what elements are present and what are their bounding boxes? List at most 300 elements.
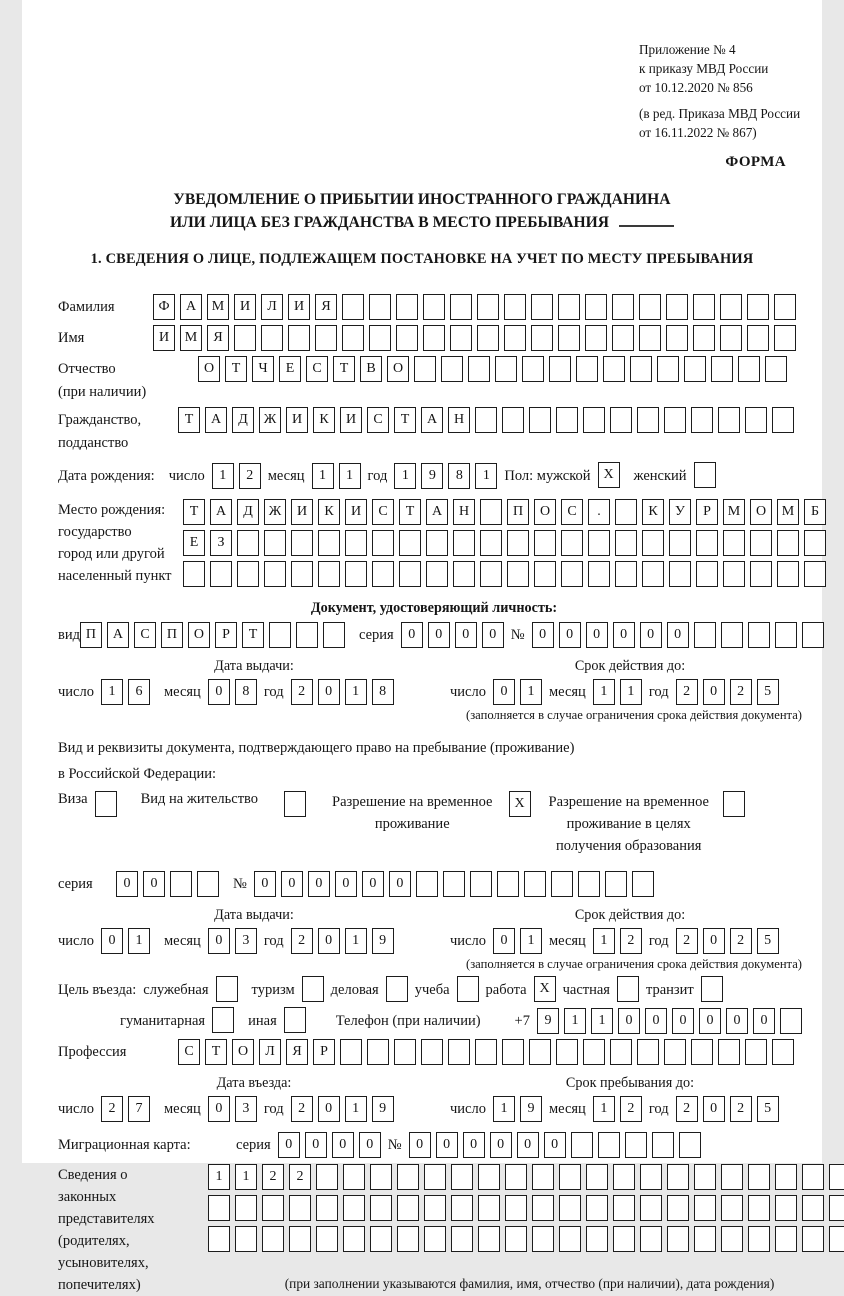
- char-cell[interactable]: [453, 530, 475, 556]
- char-cell[interactable]: [745, 1039, 767, 1065]
- char-cell[interactable]: [804, 530, 826, 556]
- char-cell[interactable]: 9: [372, 1096, 394, 1122]
- char-cell[interactable]: [639, 325, 661, 351]
- char-cell[interactable]: М: [723, 499, 745, 525]
- char-cell[interactable]: С: [306, 356, 328, 382]
- char-cell[interactable]: [369, 294, 391, 320]
- char-cell[interactable]: [234, 325, 256, 351]
- char-cell[interactable]: [505, 1164, 527, 1190]
- inaya-checkbox[interactable]: [284, 1007, 306, 1033]
- char-cell[interactable]: [694, 1164, 716, 1190]
- char-cell[interactable]: С: [561, 499, 583, 525]
- char-cell[interactable]: [480, 530, 502, 556]
- char-cell[interactable]: 0: [436, 1132, 458, 1158]
- char-cell[interactable]: [556, 1039, 578, 1065]
- char-cell[interactable]: [640, 1195, 662, 1221]
- char-cell[interactable]: [448, 1039, 470, 1065]
- char-cell[interactable]: И: [345, 499, 367, 525]
- char-cell[interactable]: [723, 530, 745, 556]
- char-cell[interactable]: 2: [291, 928, 313, 954]
- char-cell[interactable]: Р: [313, 1039, 335, 1065]
- char-cell[interactable]: 8: [448, 463, 470, 489]
- char-cell[interactable]: 5: [757, 679, 779, 705]
- char-cell[interactable]: О: [534, 499, 556, 525]
- char-cell[interactable]: [625, 1132, 647, 1158]
- char-cell[interactable]: [738, 356, 760, 382]
- char-cell[interactable]: Р: [215, 622, 237, 648]
- char-cell[interactable]: [775, 1195, 797, 1221]
- char-cell[interactable]: 1: [394, 463, 416, 489]
- char-cell[interactable]: Ф: [153, 294, 175, 320]
- char-cell[interactable]: Т: [242, 622, 264, 648]
- char-cell[interactable]: Т: [399, 499, 421, 525]
- char-cell[interactable]: [478, 1195, 500, 1221]
- char-cell[interactable]: О: [198, 356, 220, 382]
- char-cell[interactable]: [522, 356, 544, 382]
- char-cell[interactable]: [370, 1226, 392, 1252]
- char-cell[interactable]: [507, 561, 529, 587]
- char-cell[interactable]: 0: [308, 871, 330, 897]
- char-cell[interactable]: [288, 325, 310, 351]
- char-cell[interactable]: 3: [235, 1096, 257, 1122]
- char-cell[interactable]: [588, 530, 610, 556]
- char-cell[interactable]: [532, 1226, 554, 1252]
- char-cell[interactable]: Л: [261, 294, 283, 320]
- char-cell[interactable]: 0: [305, 1132, 327, 1158]
- char-cell[interactable]: 0: [613, 622, 635, 648]
- char-cell[interactable]: П: [507, 499, 529, 525]
- char-cell[interactable]: 1: [235, 1164, 257, 1190]
- char-cell[interactable]: 1: [593, 679, 615, 705]
- char-cell[interactable]: 0: [401, 622, 423, 648]
- char-cell[interactable]: 2: [676, 928, 698, 954]
- char-cell[interactable]: 0: [409, 1132, 431, 1158]
- char-cell[interactable]: [532, 1164, 554, 1190]
- char-cell[interactable]: 2: [101, 1096, 123, 1122]
- char-cell[interactable]: [583, 1039, 605, 1065]
- char-cell[interactable]: И: [288, 294, 310, 320]
- char-cell[interactable]: [549, 356, 571, 382]
- char-cell[interactable]: [369, 325, 391, 351]
- char-cell[interactable]: 1: [475, 463, 497, 489]
- char-cell[interactable]: [694, 1226, 716, 1252]
- char-cell[interactable]: С: [178, 1039, 200, 1065]
- char-cell[interactable]: [750, 561, 772, 587]
- char-cell[interactable]: [237, 530, 259, 556]
- char-cell[interactable]: [534, 530, 556, 556]
- char-cell[interactable]: О: [232, 1039, 254, 1065]
- char-cell[interactable]: [667, 1226, 689, 1252]
- char-cell[interactable]: [561, 561, 583, 587]
- char-cell[interactable]: 0: [143, 871, 165, 897]
- char-cell[interactable]: [551, 871, 573, 897]
- char-cell[interactable]: [723, 561, 745, 587]
- char-cell[interactable]: [343, 1164, 365, 1190]
- char-cell[interactable]: К: [642, 499, 664, 525]
- char-cell[interactable]: [571, 1132, 593, 1158]
- char-cell[interactable]: [451, 1195, 473, 1221]
- char-cell[interactable]: Р: [696, 499, 718, 525]
- char-cell[interactable]: [289, 1226, 311, 1252]
- char-cell[interactable]: [208, 1195, 230, 1221]
- char-cell[interactable]: [531, 325, 553, 351]
- char-cell[interactable]: [529, 407, 551, 433]
- char-cell[interactable]: А: [426, 499, 448, 525]
- char-cell[interactable]: [497, 871, 519, 897]
- char-cell[interactable]: [264, 530, 286, 556]
- char-cell[interactable]: [237, 561, 259, 587]
- char-cell[interactable]: 6: [128, 679, 150, 705]
- char-cell[interactable]: Я: [315, 294, 337, 320]
- char-cell[interactable]: [802, 1226, 824, 1252]
- visa-checkbox[interactable]: [95, 791, 117, 817]
- char-cell[interactable]: 1: [620, 679, 642, 705]
- char-cell[interactable]: [610, 1039, 632, 1065]
- char-cell[interactable]: [208, 1226, 230, 1252]
- char-cell[interactable]: [318, 530, 340, 556]
- char-cell[interactable]: И: [291, 499, 313, 525]
- char-cell[interactable]: Б: [804, 499, 826, 525]
- male-checkbox[interactable]: X: [598, 462, 620, 488]
- char-cell[interactable]: [323, 622, 345, 648]
- char-cell[interactable]: [502, 407, 524, 433]
- char-cell[interactable]: [637, 407, 659, 433]
- char-cell[interactable]: 1: [593, 1096, 615, 1122]
- char-cell[interactable]: [696, 530, 718, 556]
- char-cell[interactable]: Т: [205, 1039, 227, 1065]
- char-cell[interactable]: [804, 561, 826, 587]
- char-cell[interactable]: [478, 1226, 500, 1252]
- char-cell[interactable]: [603, 356, 625, 382]
- char-cell[interactable]: 9: [372, 928, 394, 954]
- char-cell[interactable]: М: [207, 294, 229, 320]
- char-cell[interactable]: [423, 294, 445, 320]
- char-cell[interactable]: И: [153, 325, 175, 351]
- char-cell[interactable]: [721, 1226, 743, 1252]
- char-cell[interactable]: [775, 1164, 797, 1190]
- char-cell[interactable]: [613, 1164, 635, 1190]
- char-cell[interactable]: [613, 1226, 635, 1252]
- char-cell[interactable]: [610, 407, 632, 433]
- char-cell[interactable]: К: [318, 499, 340, 525]
- char-cell[interactable]: [507, 530, 529, 556]
- char-cell[interactable]: 0: [389, 871, 411, 897]
- char-cell[interactable]: 0: [753, 1008, 775, 1034]
- char-cell[interactable]: [396, 294, 418, 320]
- char-cell[interactable]: Л: [259, 1039, 281, 1065]
- char-cell[interactable]: [718, 407, 740, 433]
- char-cell[interactable]: [345, 530, 367, 556]
- char-cell[interactable]: [316, 1195, 338, 1221]
- char-cell[interactable]: [396, 325, 418, 351]
- char-cell[interactable]: [694, 622, 716, 648]
- char-cell[interactable]: [691, 407, 713, 433]
- char-cell[interactable]: 0: [254, 871, 276, 897]
- char-cell[interactable]: 1: [212, 463, 234, 489]
- char-cell[interactable]: [711, 356, 733, 382]
- char-cell[interactable]: [696, 561, 718, 587]
- char-cell[interactable]: 0: [208, 928, 230, 954]
- char-cell[interactable]: [372, 530, 394, 556]
- female-checkbox[interactable]: [694, 462, 716, 488]
- char-cell[interactable]: [774, 325, 796, 351]
- char-cell[interactable]: [342, 294, 364, 320]
- char-cell[interactable]: [615, 499, 637, 525]
- char-cell[interactable]: [399, 530, 421, 556]
- char-cell[interactable]: [748, 622, 770, 648]
- char-cell[interactable]: 1: [128, 928, 150, 954]
- char-cell[interactable]: [559, 1195, 581, 1221]
- char-cell[interactable]: [632, 871, 654, 897]
- char-cell[interactable]: [774, 294, 796, 320]
- char-cell[interactable]: [693, 294, 715, 320]
- char-cell[interactable]: [480, 499, 502, 525]
- char-cell[interactable]: [750, 530, 772, 556]
- char-cell[interactable]: [443, 871, 465, 897]
- char-cell[interactable]: 9: [537, 1008, 559, 1034]
- char-cell[interactable]: [586, 1226, 608, 1252]
- char-cell[interactable]: [748, 1195, 770, 1221]
- char-cell[interactable]: [721, 622, 743, 648]
- char-cell[interactable]: [426, 561, 448, 587]
- char-cell[interactable]: 5: [757, 1096, 779, 1122]
- char-cell[interactable]: [470, 871, 492, 897]
- char-cell[interactable]: [367, 1039, 389, 1065]
- char-cell[interactable]: [829, 1195, 844, 1221]
- char-cell[interactable]: [450, 294, 472, 320]
- char-cell[interactable]: [315, 325, 337, 351]
- char-cell[interactable]: 0: [517, 1132, 539, 1158]
- char-cell[interactable]: 3: [235, 928, 257, 954]
- char-cell[interactable]: [235, 1195, 257, 1221]
- char-cell[interactable]: [170, 871, 192, 897]
- char-cell[interactable]: 2: [289, 1164, 311, 1190]
- char-cell[interactable]: С: [367, 407, 389, 433]
- char-cell[interactable]: [652, 1132, 674, 1158]
- char-cell[interactable]: 2: [620, 1096, 642, 1122]
- char-cell[interactable]: [502, 1039, 524, 1065]
- char-cell[interactable]: Д: [232, 407, 254, 433]
- blank-underline[interactable]: [619, 225, 674, 227]
- char-cell[interactable]: 0: [208, 679, 230, 705]
- char-cell[interactable]: [424, 1195, 446, 1221]
- char-cell[interactable]: 2: [676, 679, 698, 705]
- char-cell[interactable]: [664, 407, 686, 433]
- char-cell[interactable]: 2: [730, 679, 752, 705]
- char-cell[interactable]: [630, 356, 652, 382]
- char-cell[interactable]: [612, 294, 634, 320]
- char-cell[interactable]: [745, 407, 767, 433]
- char-cell[interactable]: [747, 294, 769, 320]
- char-cell[interactable]: И: [234, 294, 256, 320]
- char-cell[interactable]: С: [134, 622, 156, 648]
- char-cell[interactable]: 0: [463, 1132, 485, 1158]
- char-cell[interactable]: [397, 1195, 419, 1221]
- char-cell[interactable]: О: [387, 356, 409, 382]
- char-cell[interactable]: [642, 530, 664, 556]
- char-cell[interactable]: 0: [455, 622, 477, 648]
- char-cell[interactable]: [397, 1226, 419, 1252]
- char-cell[interactable]: [664, 1039, 686, 1065]
- char-cell[interactable]: [264, 561, 286, 587]
- temp-residence-checkbox[interactable]: X: [509, 791, 531, 817]
- char-cell[interactable]: П: [80, 622, 102, 648]
- char-cell[interactable]: [721, 1195, 743, 1221]
- char-cell[interactable]: [657, 356, 679, 382]
- char-cell[interactable]: [829, 1226, 844, 1252]
- char-cell[interactable]: [343, 1226, 365, 1252]
- char-cell[interactable]: Н: [448, 407, 470, 433]
- char-cell[interactable]: [453, 561, 475, 587]
- char-cell[interactable]: [477, 325, 499, 351]
- char-cell[interactable]: 0: [482, 622, 504, 648]
- char-cell[interactable]: И: [340, 407, 362, 433]
- char-cell[interactable]: 0: [208, 1096, 230, 1122]
- char-cell[interactable]: [423, 325, 445, 351]
- char-cell[interactable]: 0: [640, 622, 662, 648]
- char-cell[interactable]: [424, 1226, 446, 1252]
- char-cell[interactable]: [451, 1226, 473, 1252]
- char-cell[interactable]: У: [669, 499, 691, 525]
- char-cell[interactable]: 1: [564, 1008, 586, 1034]
- char-cell[interactable]: [588, 561, 610, 587]
- char-cell[interactable]: [505, 1226, 527, 1252]
- char-cell[interactable]: Т: [178, 407, 200, 433]
- char-cell[interactable]: 1: [345, 679, 367, 705]
- char-cell[interactable]: [615, 530, 637, 556]
- char-cell[interactable]: [534, 561, 556, 587]
- char-cell[interactable]: 0: [318, 679, 340, 705]
- char-cell[interactable]: [342, 325, 364, 351]
- char-cell[interactable]: [397, 1164, 419, 1190]
- char-cell[interactable]: 0: [703, 679, 725, 705]
- char-cell[interactable]: В: [360, 356, 382, 382]
- char-cell[interactable]: 0: [278, 1132, 300, 1158]
- char-cell[interactable]: 0: [281, 871, 303, 897]
- char-cell[interactable]: [451, 1164, 473, 1190]
- char-cell[interactable]: [504, 325, 526, 351]
- char-cell[interactable]: [721, 1164, 743, 1190]
- char-cell[interactable]: [345, 561, 367, 587]
- char-cell[interactable]: [666, 325, 688, 351]
- char-cell[interactable]: [747, 325, 769, 351]
- char-cell[interactable]: [318, 561, 340, 587]
- char-cell[interactable]: [780, 1008, 802, 1034]
- char-cell[interactable]: Ж: [264, 499, 286, 525]
- char-cell[interactable]: 0: [703, 1096, 725, 1122]
- char-cell[interactable]: [480, 561, 502, 587]
- char-cell[interactable]: [477, 294, 499, 320]
- char-cell[interactable]: 0: [703, 928, 725, 954]
- char-cell[interactable]: [261, 325, 283, 351]
- char-cell[interactable]: [718, 1039, 740, 1065]
- char-cell[interactable]: [772, 1039, 794, 1065]
- char-cell[interactable]: [414, 356, 436, 382]
- char-cell[interactable]: 0: [559, 622, 581, 648]
- char-cell[interactable]: 0: [699, 1008, 721, 1034]
- char-cell[interactable]: 8: [235, 679, 257, 705]
- char-cell[interactable]: [615, 561, 637, 587]
- char-cell[interactable]: [370, 1164, 392, 1190]
- char-cell[interactable]: 2: [239, 463, 261, 489]
- char-cell[interactable]: [640, 1164, 662, 1190]
- char-cell[interactable]: [679, 1132, 701, 1158]
- char-cell[interactable]: [289, 1195, 311, 1221]
- char-cell[interactable]: 0: [362, 871, 384, 897]
- char-cell[interactable]: [694, 1195, 716, 1221]
- char-cell[interactable]: 0: [493, 928, 515, 954]
- char-cell[interactable]: 1: [345, 928, 367, 954]
- char-cell[interactable]: 1: [493, 1096, 515, 1122]
- char-cell[interactable]: [720, 294, 742, 320]
- char-cell[interactable]: [559, 1226, 581, 1252]
- char-cell[interactable]: 0: [532, 622, 554, 648]
- char-cell[interactable]: 0: [318, 928, 340, 954]
- char-cell[interactable]: Я: [286, 1039, 308, 1065]
- char-cell[interactable]: А: [210, 499, 232, 525]
- char-cell[interactable]: 0: [116, 871, 138, 897]
- char-cell[interactable]: [765, 356, 787, 382]
- char-cell[interactable]: [640, 1226, 662, 1252]
- char-cell[interactable]: [691, 1039, 713, 1065]
- char-cell[interactable]: 1: [520, 928, 542, 954]
- char-cell[interactable]: Ч: [252, 356, 274, 382]
- char-cell[interactable]: Т: [225, 356, 247, 382]
- char-cell[interactable]: 2: [262, 1164, 284, 1190]
- char-cell[interactable]: 5: [757, 928, 779, 954]
- char-cell[interactable]: [559, 1164, 581, 1190]
- char-cell[interactable]: [399, 561, 421, 587]
- char-cell[interactable]: [558, 294, 580, 320]
- char-cell[interactable]: [426, 530, 448, 556]
- char-cell[interactable]: [829, 1164, 844, 1190]
- char-cell[interactable]: 0: [101, 928, 123, 954]
- char-cell[interactable]: [612, 325, 634, 351]
- char-cell[interactable]: О: [750, 499, 772, 525]
- char-cell[interactable]: [576, 356, 598, 382]
- char-cell[interactable]: [605, 871, 627, 897]
- char-cell[interactable]: 0: [335, 871, 357, 897]
- char-cell[interactable]: [524, 871, 546, 897]
- char-cell[interactable]: Я: [207, 325, 229, 351]
- char-cell[interactable]: [424, 1164, 446, 1190]
- char-cell[interactable]: Т: [183, 499, 205, 525]
- delovaya-checkbox[interactable]: [386, 976, 408, 1002]
- char-cell[interactable]: [586, 1164, 608, 1190]
- char-cell[interactable]: [475, 407, 497, 433]
- temp-edu-checkbox[interactable]: [723, 791, 745, 817]
- char-cell[interactable]: [802, 1164, 824, 1190]
- char-cell[interactable]: [291, 530, 313, 556]
- char-cell[interactable]: [532, 1195, 554, 1221]
- turizm-checkbox[interactable]: [302, 976, 324, 1002]
- char-cell[interactable]: [340, 1039, 362, 1065]
- char-cell[interactable]: [666, 294, 688, 320]
- char-cell[interactable]: [531, 294, 553, 320]
- char-cell[interactable]: 2: [291, 679, 313, 705]
- char-cell[interactable]: [669, 561, 691, 587]
- char-cell[interactable]: [269, 622, 291, 648]
- char-cell[interactable]: [416, 871, 438, 897]
- char-cell[interactable]: [441, 356, 463, 382]
- char-cell[interactable]: З: [210, 530, 232, 556]
- char-cell[interactable]: [585, 294, 607, 320]
- char-cell[interactable]: 1: [312, 463, 334, 489]
- char-cell[interactable]: [556, 407, 578, 433]
- char-cell[interactable]: С: [372, 499, 394, 525]
- char-cell[interactable]: [772, 407, 794, 433]
- char-cell[interactable]: [775, 622, 797, 648]
